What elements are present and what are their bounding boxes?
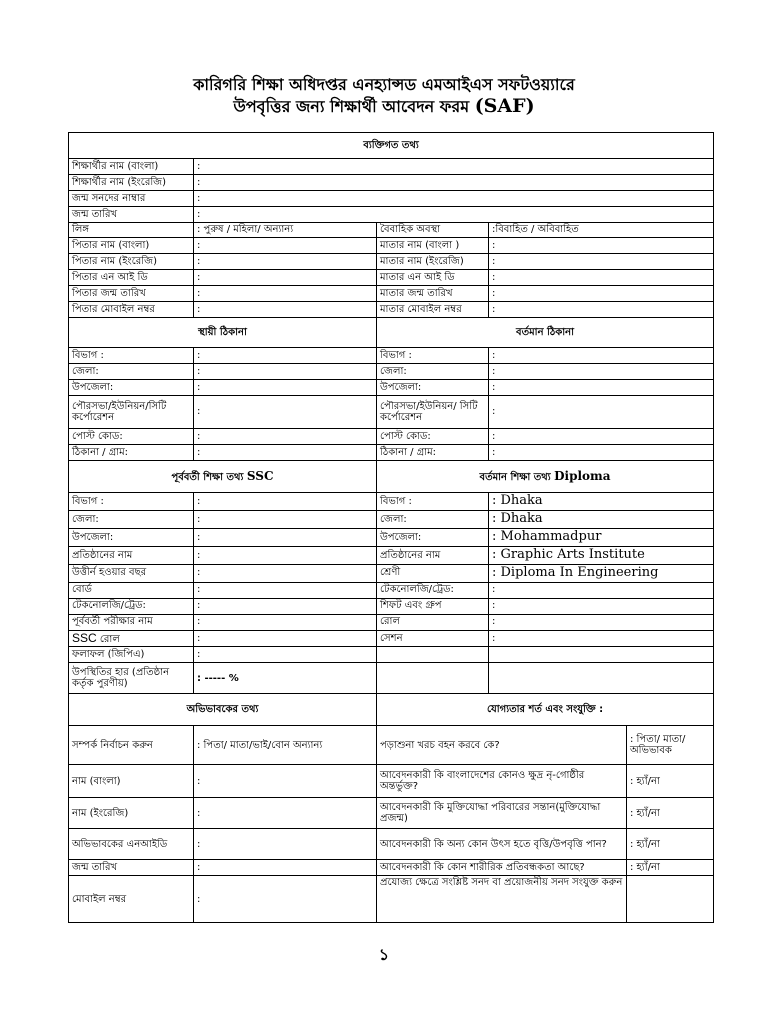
empty-cell-1 <box>377 647 489 663</box>
form-title-line2 <box>0 94 768 121</box>
section-present-address: বর্তমান ঠিকানা <box>377 318 714 348</box>
label-pres-postcode: পোস্ট কোড: <box>377 429 489 445</box>
label-prev-exam: পূর্ববর্তী পরীক্ষার নাম <box>69 614 194 630</box>
label-gender: লিঙ্গ <box>69 223 194 238</box>
input-father-dob[interactable]: : <box>194 286 377 302</box>
input-prev-upazila[interactable]: : <box>194 528 377 546</box>
label-prev-upazila: উপজেলা: <box>69 528 194 546</box>
label-prev-division: বিভাগ : <box>69 493 194 511</box>
input-session[interactable]: : <box>489 630 714 647</box>
label-birth-reg: জন্ম সনদের নাম্বার <box>69 191 194 207</box>
input-mother-dob[interactable]: : <box>489 286 714 302</box>
input-perm-division[interactable]: : <box>194 348 377 364</box>
input-prev-technology[interactable]: : <box>194 598 377 614</box>
label-mother-nid: মাতার এন আই ডি <box>377 270 489 286</box>
input-pres-upazila[interactable]: : <box>489 380 714 396</box>
prev-edu-title: পূর্ববর্তী শিক্ষা তথ্য <box>171 471 247 483</box>
input-curr-institute[interactable]: : Graphic Arts Institute <box>489 546 714 564</box>
label-pres-upazila: উপজেলা: <box>377 380 489 396</box>
input-curr-division[interactable]: : Dhaka <box>489 493 714 511</box>
question-freedom-fighter: আবেদনকারী কি মুক্তিযোদ্ধা পরিবারের সন্তান(মুক্তিযোদ্ধা প্রজন্ম) <box>377 798 627 829</box>
input-pres-division[interactable]: : <box>489 348 714 364</box>
label-pres-pourashava: পৌরসভা/ইউনিয়ন/ সিটি কর্পোরেশন <box>377 396 489 429</box>
input-attendance[interactable]: : ----- % <box>194 663 377 694</box>
input-father-nid[interactable]: : <box>194 270 377 286</box>
label-guardian-nid: অভিভাবকের এনআইডি <box>69 829 194 860</box>
input-guardian-name-en[interactable]: : <box>194 798 377 829</box>
input-pres-postcode[interactable]: : <box>489 429 714 445</box>
form-code-saf: (SAF) <box>474 95 535 117</box>
label-father-name-bn: পিতার নাম (বাংলা) <box>69 238 194 254</box>
label-curr-technology: টেকনোলজি/ট্রেড: <box>377 582 489 598</box>
input-passing-year[interactable]: : <box>194 564 377 582</box>
section-previous-education <box>69 461 377 493</box>
label-ssc-roll <box>69 630 194 647</box>
answer-freedom-fighter[interactable]: : হ্যাঁ/না <box>627 798 714 829</box>
label-guardian-name-bn: নাম (বাংলা) <box>69 765 194 798</box>
input-board[interactable]: : <box>194 582 377 598</box>
input-mother-name-en[interactable]: : <box>489 254 714 270</box>
label-session: সেশন <box>377 630 489 647</box>
input-pres-district[interactable]: : <box>489 364 714 380</box>
question-expense: পড়াশুনা খরচ বহন করবে কে? <box>377 726 627 765</box>
section-personal-info: ব্যক্তিগত তথ্য <box>69 133 714 159</box>
input-marital[interactable]: :বিবাহিত / অবিবাহিত <box>489 223 714 238</box>
label-board: বোর্ড <box>69 582 194 598</box>
input-perm-upazila[interactable]: : <box>194 380 377 396</box>
label-father-dob: পিতার জন্ম তারিখ <box>69 286 194 302</box>
label-curr-institute: প্রতিষ্ঠানের নাম <box>377 546 489 564</box>
question-disability: আবেদনকারী কি কোন শারীরিক প্রতিবন্ধকতা আছে? <box>377 860 627 876</box>
label-passing-year: উত্তীর্ন হওয়ার বছর <box>69 564 194 582</box>
label-prev-technology: টেকনোলজি/ট্রেড: <box>69 598 194 614</box>
input-father-mobile[interactable]: : <box>194 302 377 318</box>
label-father-name-en: পিতার নাম (ইংরেজি) <box>69 254 194 270</box>
label-curr-roll: রোল <box>377 614 489 630</box>
label-prev-institute: প্রতিষ্ঠানের নাম <box>69 546 194 564</box>
section-current-education <box>377 461 714 493</box>
label-curr-class: শ্রেণী <box>377 564 489 582</box>
label-mother-mobile: মাতার মোবাইল নম্বর <box>377 302 489 318</box>
input-pres-village[interactable]: : <box>489 445 714 461</box>
input-relation[interactable]: : পিতা/ মাতা/ভাই/বোন অন্যান্য <box>194 726 377 765</box>
input-perm-postcode[interactable]: : <box>194 429 377 445</box>
ssc-roll-bn: রোল <box>96 633 120 645</box>
label-perm-pourashava: পৌরসভা/ইউনিয়ন/সিটি কর্পোরেশন <box>69 396 194 429</box>
input-mother-nid[interactable]: : <box>489 270 714 286</box>
label-relation: সম্পর্ক নির্বাচন করুন <box>69 726 194 765</box>
label-curr-upazila: উপজেলা: <box>377 528 489 546</box>
label-curr-district: জেলা: <box>377 510 489 528</box>
section-eligibility: যোগ্যতার শর্ত এবং সংযুক্তি : <box>377 694 714 726</box>
label-shift-group: শিফট এবং গ্রুপ <box>377 598 489 614</box>
label-guardian-mobile: মোবাইল নম্বর <box>69 876 194 923</box>
input-perm-district[interactable]: : <box>194 364 377 380</box>
input-gender[interactable]: : পুরুষ / মহিলা/ অন্যান্য <box>194 223 377 238</box>
label-prev-district: জেলা: <box>69 510 194 528</box>
input-student-name-bn[interactable]: : <box>194 159 714 175</box>
form-title-main: উপবৃত্তির জন্য শিক্ষার্থী আবেদন ফরম <box>233 97 475 116</box>
input-father-name-en[interactable]: : <box>194 254 377 270</box>
form-title-line1: কারিগরি শিক্ষা অধিদপ্তর এনহ্যান্সড এমআইএস সফটওয়্যারে <box>193 75 575 94</box>
label-pres-division: বিভাগ : <box>377 348 489 364</box>
question-documents: প্রযোজ্য ক্ষেত্রে সংশ্লিষ্ট সনদ বা প্রয়োজনীয় সনদ সংযুক্ত করুন <box>377 876 627 923</box>
section-permanent-address: স্থায়ী ঠিকানা <box>69 318 377 348</box>
input-curr-roll[interactable]: : <box>489 614 714 630</box>
label-father-mobile: পিতার মোবাইল নম্বর <box>69 302 194 318</box>
input-curr-upazila[interactable]: : Mohammadpur <box>489 528 714 546</box>
input-prev-division[interactable]: : <box>194 493 377 511</box>
input-guardian-dob[interactable]: : <box>194 860 377 876</box>
prev-edu-ssc: SSC <box>246 468 274 483</box>
application-form-table <box>68 132 714 923</box>
input-result-gpa[interactable]: : <box>194 647 377 663</box>
input-student-name-en[interactable]: : <box>194 175 714 191</box>
input-curr-class[interactable]: : Diploma In Engineering <box>489 564 714 582</box>
empty-cell-3 <box>377 663 489 694</box>
input-guardian-name-bn[interactable]: : <box>194 765 377 798</box>
label-mother-name-en: মাতার নাম (ইংরেজি) <box>377 254 489 270</box>
input-curr-technology[interactable]: : <box>489 582 714 598</box>
input-pres-pourashava[interactable]: : <box>489 396 714 429</box>
label-student-name-en: শিক্ষার্থীর নাম (ইংরেজি) <box>69 175 194 191</box>
input-mother-mobile[interactable]: : <box>489 302 714 318</box>
question-other-stipend: আবেদনকারী কি অন্য কোন উৎস হতে বৃত্তি/উপবৃত্তি পান? <box>377 829 627 860</box>
section-guardian-info: অভিভাবকের তথ্য <box>69 694 377 726</box>
label-guardian-dob: জন্ম তারিখ <box>69 860 194 876</box>
input-ssc-roll[interactable]: : <box>194 630 377 647</box>
label-result-gpa: ফলাফল (জিপিএ) <box>69 647 194 663</box>
input-perm-pourashava[interactable]: : <box>194 396 377 429</box>
input-father-name-bn[interactable]: : <box>194 238 377 254</box>
label-curr-division: বিভাগ : <box>377 493 489 511</box>
input-prev-district[interactable]: : <box>194 510 377 528</box>
label-perm-postcode: পোস্ট কোড: <box>69 429 194 445</box>
page-number: ১ <box>378 945 390 964</box>
label-dob: জন্ম তারিখ <box>69 207 194 223</box>
input-perm-village[interactable]: : <box>194 445 377 461</box>
empty-cell-2 <box>489 647 714 663</box>
input-guardian-nid[interactable]: : <box>194 829 377 860</box>
ssc-roll-en: SSC <box>72 630 97 645</box>
input-mother-name-bn[interactable]: : <box>489 238 714 254</box>
answer-expense[interactable]: : পিতা/ মাতা/ অভিভাবক <box>627 726 714 765</box>
label-guardian-name-en: নাম (ইংরেজি) <box>69 798 194 829</box>
label-pres-village: ঠিকানা / গ্রাম: <box>377 445 489 461</box>
label-marital: বৈবাহিক অবস্থা <box>377 223 489 238</box>
answer-disability[interactable]: : হ্যাঁ/না <box>627 860 714 876</box>
input-birth-reg[interactable]: : <box>194 191 714 207</box>
empty-cell-4 <box>489 663 714 694</box>
input-dob[interactable]: : <box>194 207 714 223</box>
label-attendance: উপস্থিতির হার (প্রতিষ্ঠান কর্তৃক পুরণীয়) <box>69 663 194 694</box>
label-perm-division: বিভাগ : <box>69 348 194 364</box>
label-pres-district: জেলা: <box>377 364 489 380</box>
curr-edu-diploma: Diploma <box>554 468 611 483</box>
answer-ethnic[interactable]: : হ্যাঁ/না <box>627 765 714 798</box>
label-student-name-bn: শিক্ষার্থীর নাম (বাংলা) <box>69 159 194 175</box>
label-father-nid: পিতার এন আই ডি <box>69 270 194 286</box>
label-mother-dob: মাতার জন্ম তারিখ <box>377 286 489 302</box>
question-ethnic: আবেদনকারী কি বাংলাদেশের কোনও ক্ষুদ্র নৃ-গোষ্ঠীর অন্তর্ভুক্ত? <box>377 765 627 798</box>
answer-other-stipend[interactable]: : হ্যাঁ/না <box>627 829 714 860</box>
input-guardian-mobile[interactable]: : <box>194 876 377 923</box>
label-perm-village: ঠিকানা / গ্রাম: <box>69 445 194 461</box>
input-prev-institute[interactable]: : <box>194 546 377 564</box>
label-mother-name-bn: মাতার নাম (বাংলা ) <box>377 238 489 254</box>
input-curr-district[interactable]: : Dhaka <box>489 510 714 528</box>
label-perm-upazila: উপজেলা: <box>69 380 194 396</box>
input-shift-group[interactable]: : <box>489 598 714 614</box>
label-perm-district: জেলা: <box>69 364 194 380</box>
input-prev-exam[interactable]: : <box>194 614 377 630</box>
curr-edu-title: বর্তমান শিক্ষা তথ্য <box>479 471 555 483</box>
attachment-documents[interactable] <box>627 876 714 923</box>
